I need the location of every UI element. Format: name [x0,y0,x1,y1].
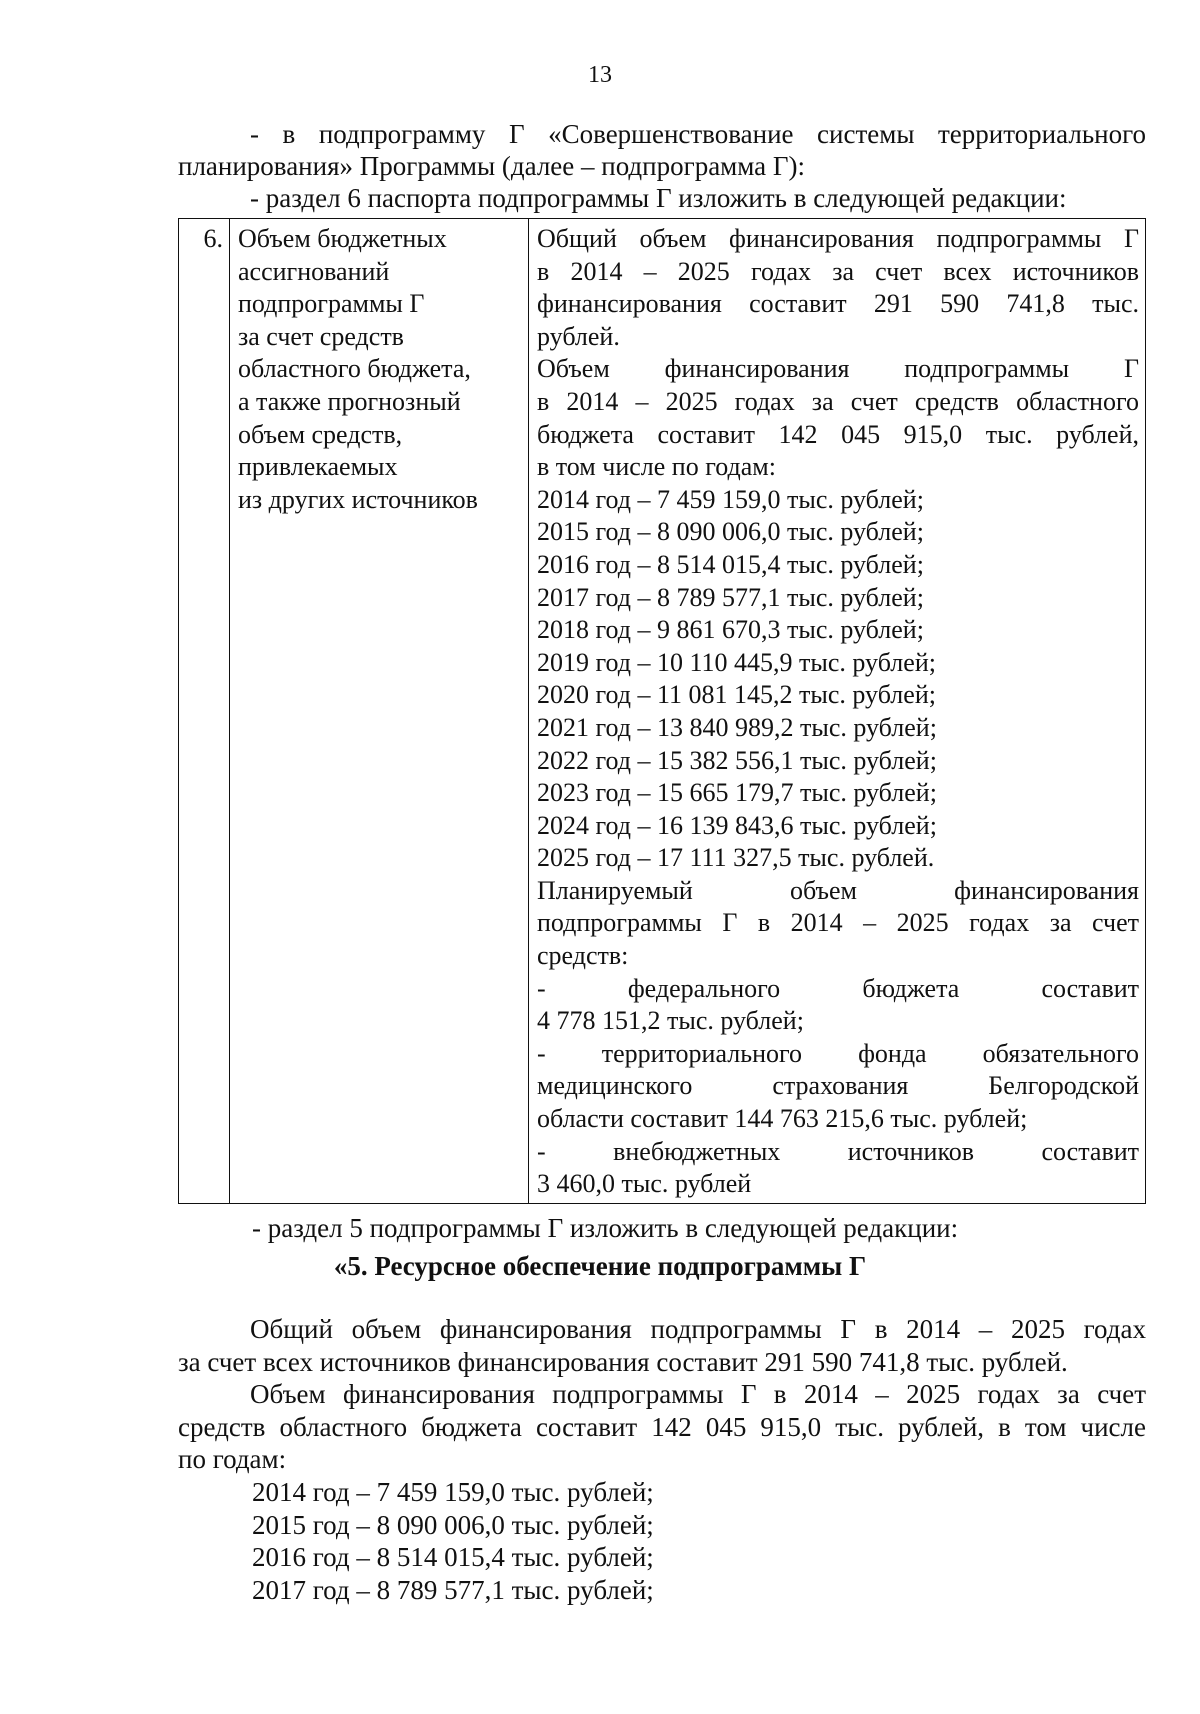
section-title: «5. Ресурсное обеспечение подпрограммы Г [333,1251,867,1281]
row-label [230,219,529,1204]
intro-line-3: - раздел 6 паспорта подпрограммы Г изложить в следующей редакции: [250,183,1067,213]
year-line: 2016 год – 8 514 015,4 тыс. рублей; [537,549,924,579]
table-row [179,219,1146,1204]
year-line: 2014 год – 7 459 159,0 тыс. рублей; [252,1477,654,1507]
year-line: 2019 год – 10 110 445,9 тыс. рублей; [537,647,936,677]
total-line: Общий объем финансирования подпрограммы Г [537,224,1139,253]
row-content [529,219,1146,1204]
year-line: 2016 год – 8 514 015,4 тыс. рублей; [252,1542,654,1572]
regional-line: бюджета составит 142 045 915,0 тыс. рублей, [537,419,1139,449]
regional-line: в том числе по годам: [537,452,776,482]
label-line: Объем бюджетных [238,224,447,253]
label-line: подпрограммы Г [238,289,425,319]
label-line: а также прогнозный [238,386,461,416]
label-line: ассигнований [238,256,390,286]
intro-block [178,118,1146,214]
year-line: 2025 год – 17 111 327,5 тыс. рублей. [537,843,935,873]
label-line: объем средств, [238,419,403,449]
year-line: 2015 год – 8 090 006,0 тыс. рублей; [252,1509,654,1540]
planned-line: подпрограммы Г в 2014 – 2025 годах за счет [537,908,1139,938]
paragraph-line: по годам: [178,1444,287,1474]
paragraph-line: Общий объем финансирования подпрограммы Г в 2014 – 2025 годах [250,1314,1146,1344]
planned-line: - федерального бюджета составит [537,973,1139,1003]
planned-line: Планируемый объем финансирования [537,875,1139,905]
total-line: в 2014 – 2025 годах за счет всех источников [537,256,1139,286]
label-line: за счет средств [238,321,404,351]
year-line: 2024 год – 16 139 843,6 тыс. рублей; [537,810,937,840]
regional-line: Объем финансирования подпрограммы Г [537,354,1139,384]
regional-line: в 2014 – 2025 годах за счет средств областного [537,386,1139,416]
total-line: рублей. [537,321,620,351]
passport-table [178,218,1146,1204]
year-line: 2023 год – 15 665 179,7 тыс. рублей; [537,778,937,808]
planned-line: - территориального фонда обязательного [537,1038,1139,1068]
year-line: 2017 год – 8 789 577,1 тыс. рублей; [252,1574,654,1605]
section-year-list [252,1476,654,1606]
page-number: 13 [588,62,612,88]
total-line: финансирования составит 291 590 741,8 тыс. [537,289,1139,319]
planned-line: медицинского страхования Белгородской [537,1071,1139,1101]
year-line: 2022 год – 15 382 556,1 тыс. рублей; [537,745,937,775]
year-line: 2018 год – 9 861 670,3 тыс. рублей; [537,615,924,645]
intro-line-1: - в подпрограмму Г «Совершенствование системы территориального [250,119,1146,149]
year-line: 2021 год – 13 840 989,2 тыс. рублей; [537,712,937,742]
row-number: 6. [179,219,230,1204]
paragraph-line: Объем финансирования подпрограммы Г в 2014 – 2025 годах за счет [250,1379,1146,1409]
year-line: 2017 год – 8 789 577,1 тыс. рублей; [537,582,924,612]
label-line: из других источников [238,484,478,514]
year-line: 2014 год – 7 459 159,0 тыс. рублей; [537,484,924,514]
planned-line: - внебюджетных источников составит [537,1136,1139,1166]
paragraph-line: средств областного бюджета составит 142 045 915,0 тыс. рублей, в том числе [178,1411,1146,1442]
paragraph-line: за счет всех источников финансирования составит 291 590 741,8 тыс. рублей. [178,1346,1068,1377]
label-line: областного бюджета, [238,354,471,384]
label-line: привлекаемых [238,452,398,482]
intro-line-2: планирования» Программы (далее – подпрограмма Г): [178,151,805,181]
planned-line: 3 460,0 тыс. рублей [537,1169,752,1199]
planned-line: 4 778 151,2 тыс. рублей; [537,1006,804,1036]
section-body [178,1313,1146,1476]
section-5-lead: - раздел 5 подпрограммы Г изложить в следующей редакции: [252,1213,959,1243]
year-line: 2015 год – 8 090 006,0 тыс. рублей; [537,517,924,547]
planned-line: средств: [537,941,629,971]
year-line: 2020 год – 11 081 145,2 тыс. рублей; [537,680,936,710]
planned-line: области составит 144 763 215,6 тыс. рублей; [537,1104,1028,1134]
